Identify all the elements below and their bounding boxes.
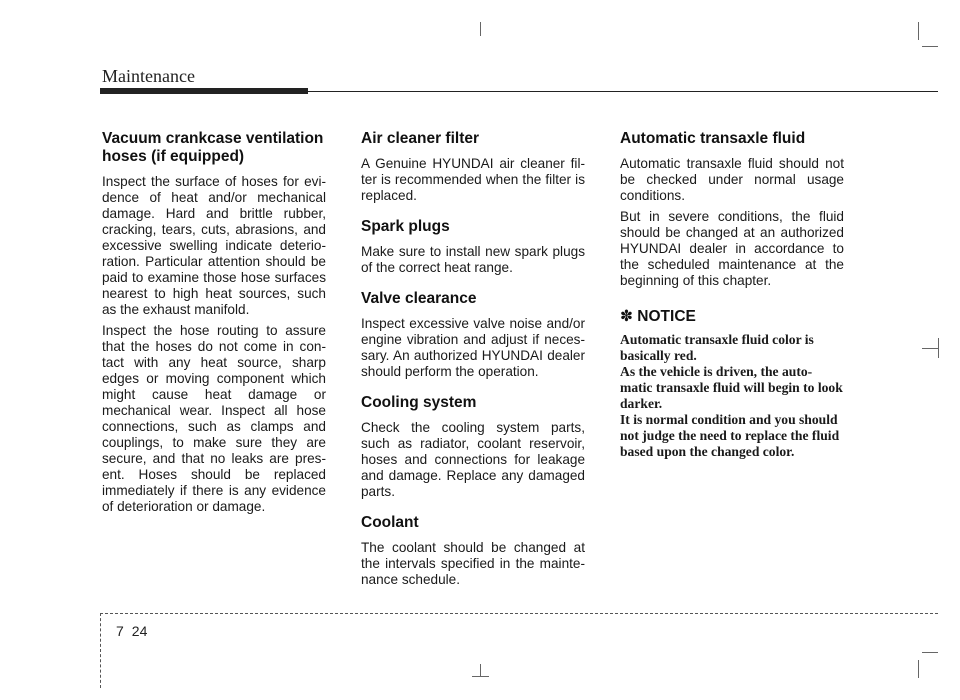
crop-mark-bottom-right-h bbox=[922, 652, 938, 653]
section-title: Valve clearance bbox=[361, 290, 477, 307]
footer-divider bbox=[100, 613, 101, 688]
section-paragraph: Check the cooling system parts, such as radiator, coolant reservoir, hoses and connections for leakage and damage. Replace any damaged parts. bbox=[361, 420, 585, 499]
section-title: Spark plugs bbox=[361, 218, 450, 235]
section-title: Cooling system bbox=[361, 394, 477, 411]
section-title: Air cleaner filter bbox=[361, 130, 480, 147]
notice-title: ✽ NOTICE bbox=[620, 308, 696, 325]
section-paragraph: Inspect the hose routing to assure that the hoses do not come in con-tact with any heat source, sharp edges or moving component which might cause heat damage or mechanical wear. Inspect all hose connections, such as clamps and couplings, to make sure they are secure, and that no leaks are pres-ent. Hoses should be replaced immediately if there is any evidence of deterioration or damage. bbox=[102, 323, 326, 514]
crop-mark-top-center bbox=[480, 22, 481, 36]
crop-mark-bottom-center-v bbox=[480, 664, 481, 676]
section-paragraph: Inspect excessive valve noise and/or engine vibration and adjust if neces-sary. An authorized HYUNDAI dealer should perform the operation. bbox=[361, 316, 585, 379]
page-number-value: 24 bbox=[131, 623, 148, 639]
crop-mark-bottom-center-h bbox=[472, 676, 489, 677]
notice-line: As the vehicle is driven, the auto-matic transaxle fluid will begin to look darker. bbox=[620, 364, 843, 411]
section-paragraph: The coolant should be changed at the intervals specified in the mainte-nance schedule. bbox=[361, 540, 585, 587]
section-title: Coolant bbox=[361, 514, 419, 531]
section-transaxle-fluid bbox=[620, 130, 844, 289]
crop-mark-bottom-right-v bbox=[918, 660, 919, 678]
header-rule bbox=[308, 91, 938, 92]
column-2 bbox=[361, 130, 585, 602]
page-number bbox=[116, 623, 155, 639]
section-paragraph: But in severe conditions, the fluid should be changed at an authorized HYUNDAI dealer in accordance to the scheduled maintenance at the beginning of this chapter. bbox=[620, 209, 844, 288]
section-valve-clearance bbox=[361, 290, 585, 380]
header-bar bbox=[100, 88, 308, 94]
footer-rule bbox=[100, 613, 938, 614]
column-3 bbox=[620, 130, 844, 460]
section-coolant bbox=[361, 514, 585, 588]
section-paragraph: Inspect the surface of hoses for evi-dence of heat and/or mechanical damage. Hard and brittle rubber, cracking, tears, cuts, abrasions, and excessive swelling indicate deterio-ration. Particular attention should be paid to examine those hose surfaces nearest to high heat sources, such as the exhaust manifold. bbox=[102, 174, 326, 317]
section-air-cleaner bbox=[361, 130, 585, 204]
notice-line: Automatic transaxle fluid color is basically red. bbox=[620, 332, 814, 363]
crop-mark-right-center-v bbox=[938, 338, 939, 358]
section-title: Automatic transaxle fluid bbox=[620, 130, 806, 147]
crop-mark-top-center-arm bbox=[474, 22, 487, 23]
section-paragraph: A Genuine HYUNDAI air cleaner fil-ter is recommended when the filter is replaced. bbox=[361, 156, 585, 203]
chapter-number: 7 bbox=[116, 623, 124, 639]
section-vacuum-hoses bbox=[102, 130, 326, 515]
section-paragraph: Make sure to install new spark plugs of the correct heat range. bbox=[361, 244, 585, 275]
crop-mark-top-right-v bbox=[918, 22, 919, 40]
column-1 bbox=[102, 130, 326, 529]
section-paragraph: Automatic transaxle fluid should not be checked under normal usage conditions. bbox=[620, 156, 844, 203]
notice-body bbox=[620, 332, 844, 460]
section-cooling-system bbox=[361, 394, 585, 500]
crop-mark-right-center-h bbox=[922, 348, 938, 349]
crop-mark-top-right-h bbox=[922, 46, 938, 47]
header-title: Maintenance bbox=[102, 66, 195, 86]
notice-line: It is normal condition and you should not judge the need to replace the fluid based upon the changed color. bbox=[620, 412, 840, 459]
section-spark-plugs bbox=[361, 218, 585, 276]
section-title: Vacuum crankcase ventilation hoses (if equipped) bbox=[102, 130, 324, 165]
